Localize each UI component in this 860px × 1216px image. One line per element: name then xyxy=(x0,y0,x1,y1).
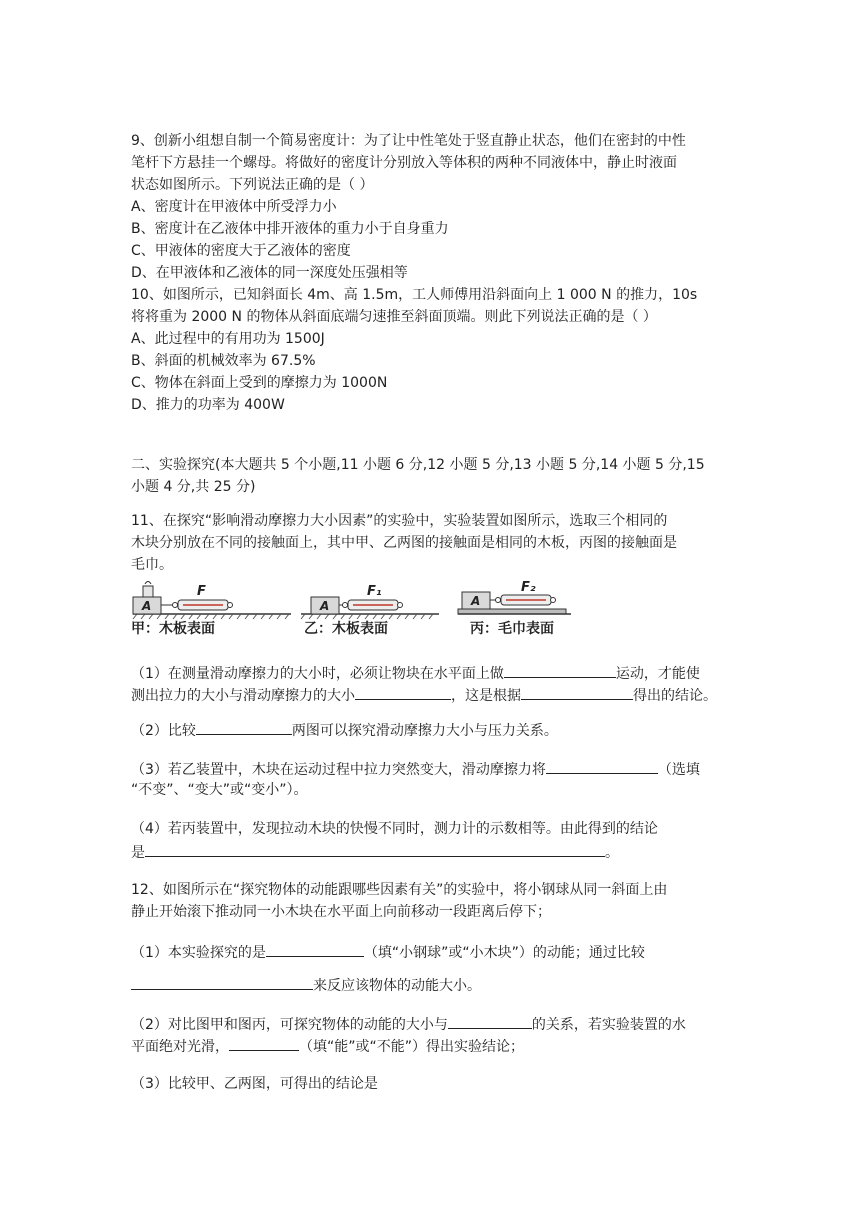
q11-p1-blank-3[interactable] xyxy=(521,684,633,700)
q11-p3-text-b: （选填 xyxy=(657,762,700,778)
q11-p2-text-a: （2）比较 xyxy=(131,723,196,739)
q11-p2-text-b: 两图可以探究滑动摩擦力大小与压力关系。 xyxy=(291,723,558,739)
q12-p2-blank-2[interactable] xyxy=(229,1035,299,1051)
q9-stem-line-3: 状态如图所示。下列说法正确的是（ ） xyxy=(131,177,374,193)
q12-p2-text-c: 平面绝对光滑， xyxy=(131,1039,229,1055)
q9-option-d: D、在甲液体和乙液体的同一深度处压强相等 xyxy=(131,265,408,281)
q9-option-b: B、密度计在乙液体中排开液体的重力小于自身重力 xyxy=(131,221,449,237)
caption-jia: 甲：木板表面 xyxy=(131,621,215,637)
q11-p1-text-c: 测出拉力的大小与滑动摩擦力的大小 xyxy=(131,688,355,704)
q10-stem-line-2: 将将重为 2000 N 的物体从斜面底端匀速推至斜面顶端。则此下列说法正确的是（ ） xyxy=(131,309,657,325)
q11-p1-text-e: 得出的结论。 xyxy=(633,688,717,704)
setup-jia xyxy=(133,582,291,620)
q12-part-1-line-2 xyxy=(131,974,481,996)
q11-p4-text-c: 。 xyxy=(605,845,619,861)
q11-stem-line-3: 毛巾。 xyxy=(131,557,173,573)
q11-part-3-line-2: “不变”、“变大”或“变小”）。 xyxy=(131,782,308,798)
q12-p1-text-c: 来反应该物体的动能大小。 xyxy=(313,978,481,994)
block-a-label-jia: A xyxy=(142,599,152,613)
force-f-label: F xyxy=(197,584,206,599)
q9-option-c: C、甲液体的密度大于乙液体的密度 xyxy=(131,243,351,259)
friction-experiment-figure xyxy=(131,576,571,638)
caption-yi: 乙：木板表面 xyxy=(304,621,388,637)
force-f1-label: F₁ xyxy=(367,584,382,599)
block-a-label-yi: A xyxy=(320,599,330,613)
q11-p1-text-a: （1）在测量滑动摩擦力的大小时，必须让物块在水平面上做 xyxy=(131,666,504,682)
q11-p1-text-b: 运动，才能使 xyxy=(615,666,700,682)
q12-part-2-line-1 xyxy=(131,1013,686,1035)
q11-p3-text-a: （3）若乙装置中，木块在运动过程中拉力突然变大，滑动摩擦力将 xyxy=(131,762,546,778)
q11-p1-blank-1[interactable] xyxy=(504,662,616,678)
q12-p1-blank-2[interactable] xyxy=(131,974,313,990)
q9-stem-line-2: 笔杆下方悬挂一个螺母。将做好的密度计分别放入等体积的两种不同液体中，静止时液面 xyxy=(131,155,677,171)
caption-bing: 丙：毛巾表面 xyxy=(470,621,554,637)
block-a-label-bing: A xyxy=(471,594,481,608)
q9-stem-line-1: 9、创新小组想自制一个简易密度计：为了让中性笔处于竖直静止状态，他们在密封的中性 xyxy=(131,133,686,149)
q11-part-1-line-2 xyxy=(131,684,717,706)
q12-part-1-line-1 xyxy=(131,941,645,963)
q12-stem-line-2: 静止开始滚下推动同一小木块在水平面上向前移动一段距离后停下； xyxy=(131,904,551,920)
q11-part-3-line-1 xyxy=(131,758,700,780)
q10-option-d: D、推力的功率为 400W xyxy=(131,397,285,413)
q11-part-4-line-1: （4）若丙装置中，发现拉动木块的快慢不同时，测力计的示数相等。由此得到的结论 xyxy=(131,821,658,837)
q11-p3-blank[interactable] xyxy=(546,758,658,774)
q11-part-4-line-2 xyxy=(131,841,619,863)
q10-stem-line-1: 10、如图所示，已知斜面长 4m、高 1.5m，工人师傅用沿斜面向上 1 000 N 的推力，10s xyxy=(131,287,698,303)
q12-p1-text-b: （填“小钢球”或“小木块”）的动能；通过比较 xyxy=(363,945,645,961)
q11-p1-blank-2[interactable] xyxy=(355,684,451,700)
q10-option-b: B、斜面的机械效率为 67.5% xyxy=(131,353,316,369)
q12-p2-text-a: （2）对比图甲和图丙，可探究物体的动能的大小与 xyxy=(131,1017,448,1033)
q11-part-2 xyxy=(131,719,558,741)
section-2-title-line-1: 二、实验探究(本大题共 5 个小题,11 小题 6 分,12 小题 5 分,13 小题 5 分,14 小题 5 分,15 xyxy=(131,457,705,473)
q12-p1-blank-1[interactable] xyxy=(266,941,364,957)
q11-p2-blank[interactable] xyxy=(196,719,292,735)
q11-p1-text-d: ，这是根据 xyxy=(451,688,521,704)
q12-p1-text-a: （1）本实验探究的是 xyxy=(131,945,266,961)
q12-part-2-line-2 xyxy=(131,1035,524,1057)
q10-option-c: C、物体在斜面上受到的摩擦力为 1000N xyxy=(131,375,388,391)
q12-stem-line-1: 12、如图所示在“探究物体的动能跟哪些因素有关”的实验中，将小钢球从同一斜面上由 xyxy=(131,882,668,898)
q12-p2-text-d: （填“能”或“不能”）得出实验结论； xyxy=(299,1039,525,1055)
section-2-title-line-2: 小题 4 分,共 25 分) xyxy=(131,479,256,495)
q11-stem-line-1: 11、在探究“影响滑动摩擦力大小因素”的实验中，实验装置如图所示，选取三个相同的 xyxy=(131,513,668,529)
q12-p2-blank-1[interactable] xyxy=(448,1013,532,1029)
q12-part-3: （3）比较甲、乙两图，可得出的结论是 xyxy=(131,1076,378,1092)
q11-stem-line-2: 木块分别放在不同的接触面上，其中甲、乙两图的接触面是相同的木板，丙图的接触面是 xyxy=(131,535,677,551)
q11-p4-blank[interactable] xyxy=(145,841,605,857)
q12-p2-text-b: 的关系，若实验装置的水 xyxy=(531,1017,686,1033)
force-f2-label: F₂ xyxy=(521,580,536,595)
q10-option-a: A、此过程中的有用功为 1500J xyxy=(131,331,325,347)
q9-option-a: A、密度计在甲液体中所受浮力小 xyxy=(131,199,337,215)
q11-p4-text-b: 是 xyxy=(131,845,145,861)
q11-part-1-line-1 xyxy=(131,662,700,684)
